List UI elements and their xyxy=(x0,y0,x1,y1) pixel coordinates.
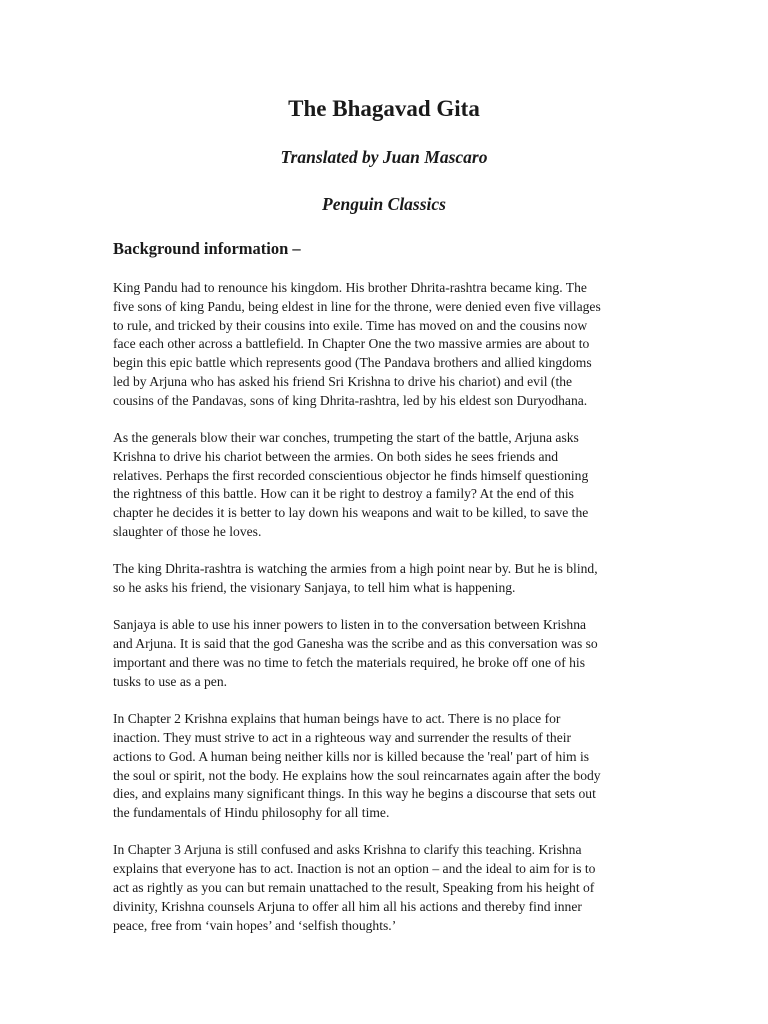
text-line: important and there was no time to fetch the materials required, he broke off one of his xyxy=(113,655,585,671)
paragraph xyxy=(113,841,658,935)
text-line: In Chapter 2 Krishna explains that human beings have to act. There is no place for xyxy=(113,711,561,727)
text-line: The king Dhrita-rashtra is watching the armies from a high point near by. But he is blind, xyxy=(113,561,598,577)
text-line: to rule, and tricked by their cousins into exile. Time has moved on and the cousins now xyxy=(113,317,588,333)
text-line: King Pandu had to renounce his kingdom. His brother Dhrita-rashtra became king. The xyxy=(113,280,587,295)
text-line: face each other across a battlefield. In Chapter One the two massive armies are about to xyxy=(113,336,590,352)
text-line: so he asks his friend, the visionary Sanjaya, to tell him what is happening. xyxy=(113,580,516,596)
text-line: dies, and explains many significant things. In this way he begins a discourse that sets out xyxy=(113,786,596,802)
text-line: act as rightly as you can but remain unattached to the result, Speaking from his height of xyxy=(113,880,595,896)
text-line: led by Arjuna who has asked his friend Sri Krishna to drive his chariot) and evil (the xyxy=(113,373,573,389)
text-line: peace, free from ‘vain hopes’ and ‘selfish thoughts.’ xyxy=(113,917,397,933)
text-line: the fundamentals of Hindu philosophy for all time. xyxy=(113,805,390,821)
text-line: the soul or spirit, not the body. He explains how the soul reincarnates again after the body xyxy=(113,767,601,783)
text-line: actions to God. A human being neither kills nor is killed because the 'real' part of him is xyxy=(113,748,590,764)
text-line: and Arjuna. It is said that the god Ganesha was the scribe and as this conversation was so xyxy=(113,636,598,652)
text-line: the rightness of this battle. How can it be right to destroy a family? At the end of this xyxy=(113,486,574,502)
text-line: relatives. Perhaps the first recorded conscientious objector he finds himself questioning xyxy=(113,467,589,483)
text-line: In Chapter 3 Arjuna is still confused and asks Krishna to clarify this teaching. Krishna xyxy=(113,842,582,858)
text-line: inaction. They must strive to act in a righteous way and surrender the results of their xyxy=(113,729,572,745)
document-title: The Bhagavad Gita xyxy=(288,96,480,121)
text-line: begin this epic battle which represents good (The Pandava brothers and allied kingdoms xyxy=(113,355,592,371)
text-line: slaughter of those he loves. xyxy=(113,524,262,540)
paragraph xyxy=(113,279,658,411)
publisher-line: Penguin Classics xyxy=(322,194,446,214)
text-line: five sons of king Pandu, being eldest in line for the throne, were denied even five villages xyxy=(113,298,601,314)
text-line: tusks to use as a pen. xyxy=(113,673,228,689)
text-line: Krishna to drive his chariot between the armies. On both sides he sees friends and xyxy=(113,448,559,464)
section-heading: Background information – xyxy=(113,239,301,258)
text-line: cousins of the Pandavas, sons of king Dhrita-rashtra, led by his eldest son Duryodhana. xyxy=(113,392,588,408)
paragraph xyxy=(113,616,658,691)
paragraph xyxy=(113,429,658,542)
text-line: divinity, Krishna counsels Arjuna to offer all him all his actions and thereby find inner xyxy=(113,898,582,914)
paragraph xyxy=(113,560,658,598)
paragraph xyxy=(113,710,658,823)
text-line: explains that everyone has to act. Inaction is not an option – and the ideal to aim for is to xyxy=(113,861,596,877)
text-line: As the generals blow their war conches, trumpeting the start of the battle, Arjuna asks xyxy=(113,430,579,446)
body-text xyxy=(113,279,658,954)
translator-line: Translated by Juan Mascaro xyxy=(280,147,488,167)
text-line: Sanjaya is able to use his inner powers to listen in to the conversation between Krishna xyxy=(113,617,587,633)
text-line: chapter he decides it is better to lay down his weapons and wait to be killed, to save the xyxy=(113,505,589,521)
